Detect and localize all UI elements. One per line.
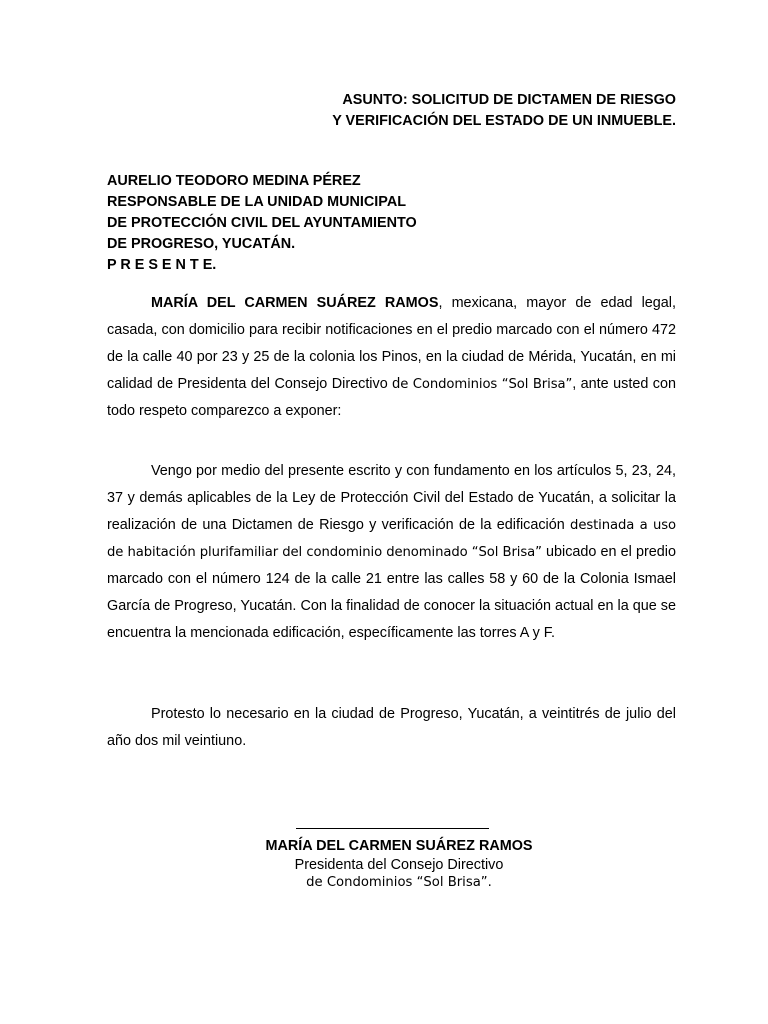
subject-line-2: Y VERIFICACIÓN DEL ESTADO DE UN INMUEBLE. — [332, 113, 676, 129]
paragraph-2-text-alt: destinada a uso de habitación plurifamiliar del condominio denominado “Sol Brisa” — [107, 518, 676, 560]
signature-role: Presidenta del Consejo Directivo — [294, 857, 504, 873]
paragraph-1-text-b: , ante usted con todo respeto comparezco a exponer: — [107, 376, 676, 419]
signature-name: MARÍA DEL CARMEN SUÁREZ RAMOS — [265, 838, 533, 854]
recipient-name: AURELIO TEODORO MEDINA PÉREZ — [107, 173, 361, 189]
paragraph-3-text: Protesto lo necesario en la ciudad de Progreso, Yucatán, a veintitrés de julio del año dos mil veintiuno. — [107, 706, 676, 749]
paragraph-2-text-b: ubicado en el predio marcado con el número 124 de la calle 21 entre las calles 58 y 60 de la Colonia Ismael García de Progreso, Yucatán. Con la finalidad de conocer la situación actual en la que se encuentra la mencionada edificación, específicamente las torres A y F. — [107, 544, 676, 641]
applicant-name: MARÍA DEL CARMEN SUÁREZ RAMOS — [151, 295, 439, 311]
subject-line-1: ASUNTO: SOLICITUD DE DICTAMEN DE RIESGO — [342, 92, 676, 108]
paragraph-1-text-alt: e Condominios “Sol Brisa” — [400, 377, 573, 392]
paragraph-introduction — [107, 290, 676, 425]
signature-line — [296, 828, 489, 829]
signature-organization: de Condominios “Sol Brisa”. — [306, 875, 492, 890]
recipient-line-4: DE PROGRESO, YUCATÁN. — [107, 236, 296, 252]
subject-block — [332, 90, 676, 132]
recipient-block — [107, 171, 417, 276]
paragraph-2-text-a: Vengo por medio del presente escrito y con fundamento en los artículos 5, 23, 24, 37 y demás aplicables de la Ley de Protección Civil del Estado de Yucatán, a solicitar la realización de una Dictamen de Riesgo y verificación de la edificación — [107, 463, 676, 533]
signature-block — [15, 836, 768, 892]
paragraph-1-text-a: , mexicana, mayor de edad legal, casada, con domicilio para recibir notificaciones en el predio marcado con el número 472 de la calle 40 por 23 y 25 de la colonia los Pinos, en la ciudad de Mérida, Yucatán, en mi calidad de Presidenta del Consejo Directivo d — [107, 295, 676, 392]
paragraph-closing — [107, 701, 676, 755]
paragraph-request — [107, 458, 676, 647]
recipient-line-3: DE PROTECCIÓN CIVIL DEL AYUNTAMIENTO — [107, 215, 417, 231]
recipient-presente: P R E S E N T E. — [107, 257, 217, 273]
recipient-line-2: RESPONSABLE DE LA UNIDAD MUNICIPAL — [107, 194, 407, 210]
